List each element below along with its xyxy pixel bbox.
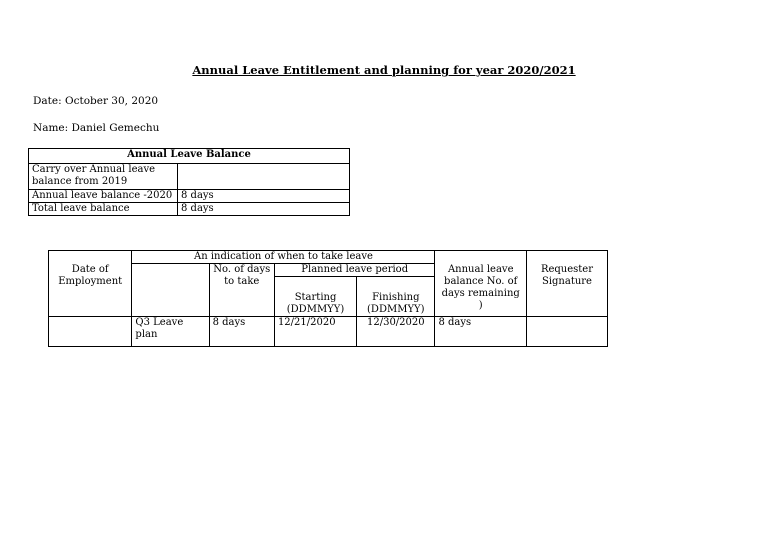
carry-over-value bbox=[178, 164, 350, 190]
balance-2020-label: Annual leave balance -2020 bbox=[29, 190, 178, 203]
table-row bbox=[49, 317, 608, 347]
row-date-of-employment bbox=[49, 317, 132, 347]
total-balance-label: Total leave balance bbox=[29, 203, 178, 216]
balance-2020-value: 8 days bbox=[178, 190, 350, 203]
row-start: 12/21/2020 bbox=[274, 317, 356, 347]
requester-signature-header: Requester Signature bbox=[526, 251, 607, 317]
row-remaining: 8 days bbox=[435, 317, 526, 347]
balance-remaining-header: Annual leave balance No. of days remaining ) bbox=[435, 251, 526, 317]
plan-header-row-1 bbox=[49, 251, 608, 264]
planned-period-header: Planned leave period bbox=[274, 264, 435, 277]
carry-over-label: Carry over Annual leave balance from 2019 bbox=[29, 164, 178, 190]
date-of-employment-header: Date of Employment bbox=[49, 251, 132, 317]
date-line: Date: October 30, 2020 bbox=[33, 95, 159, 107]
balance-table-header-row bbox=[29, 149, 350, 164]
annual-leave-balance-table bbox=[28, 148, 350, 216]
row-finish: 12/30/2020 bbox=[357, 317, 435, 347]
balance-row-2020 bbox=[29, 190, 350, 203]
balance-row-carry-over bbox=[29, 164, 350, 190]
row-days: 8 days bbox=[209, 317, 274, 347]
document-title: Annual Leave Entitlement and planning for year 2020/2021 bbox=[192, 63, 576, 77]
plan-blank-header bbox=[132, 264, 209, 317]
starting-header: Starting (DDMMYY) bbox=[274, 277, 356, 317]
row-signature bbox=[526, 317, 607, 347]
total-balance-value: 8 days bbox=[178, 203, 350, 216]
row-plan: Q3 Leave plan bbox=[132, 317, 209, 347]
leave-plan-table bbox=[48, 250, 608, 347]
name-line: Name: Daniel Gemechu bbox=[33, 122, 160, 134]
balance-table-header: Annual Leave Balance bbox=[29, 149, 350, 164]
days-to-take-header: No. of days to take bbox=[209, 264, 274, 317]
finishing-header: Finishing (DDMMYY) bbox=[357, 277, 435, 317]
indication-header: An indication of when to take leave bbox=[132, 251, 435, 264]
balance-row-total bbox=[29, 203, 350, 216]
